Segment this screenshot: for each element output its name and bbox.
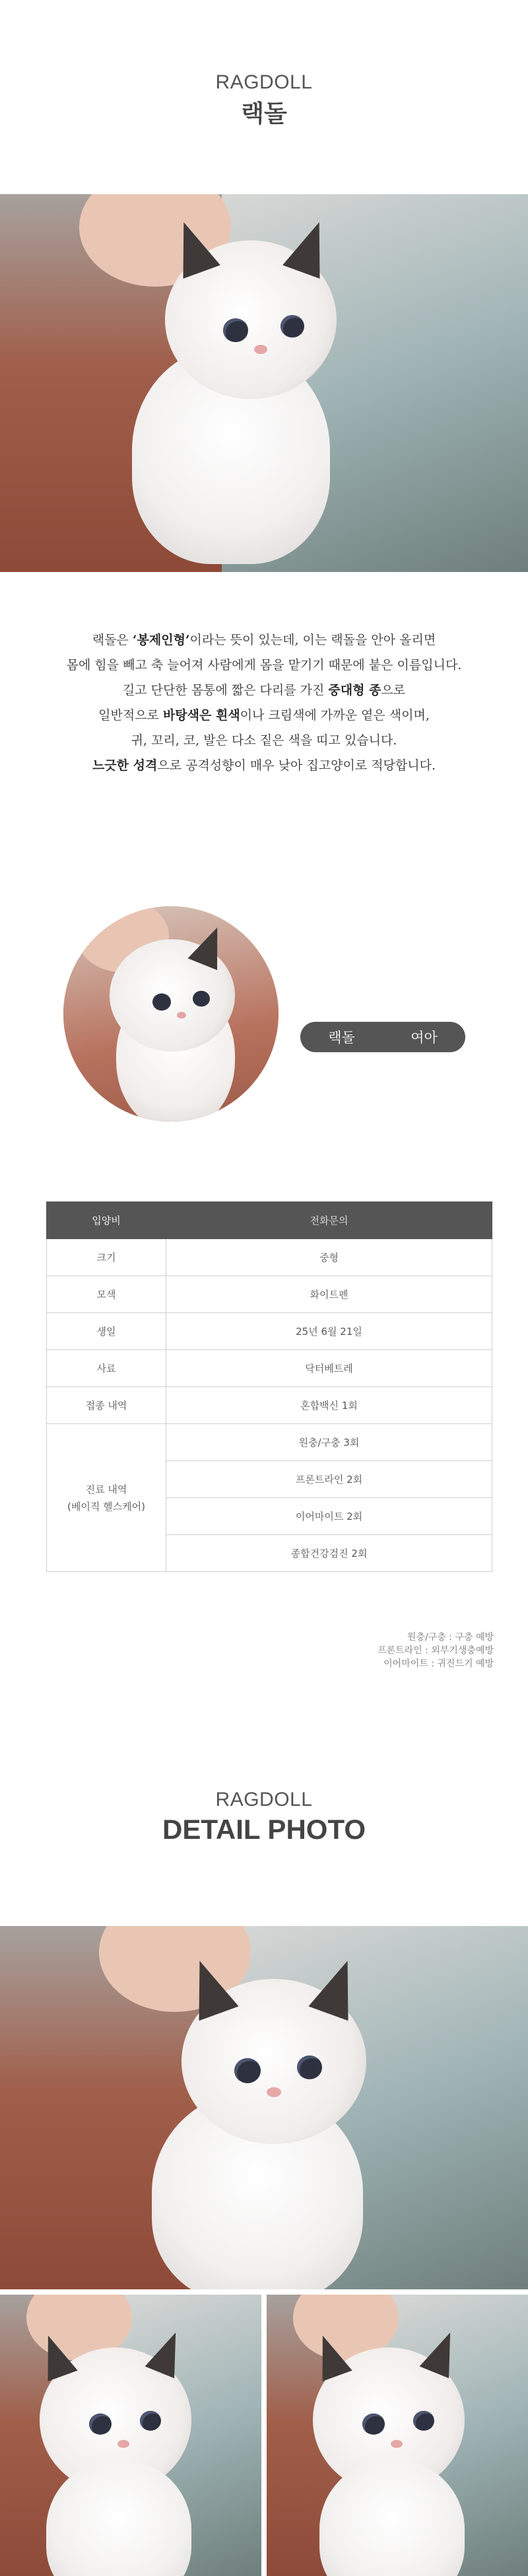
breed-description xyxy=(0,627,528,778)
description-emphasis: 바탕색은 흰색 xyxy=(162,708,240,723)
care-history-label xyxy=(47,1424,166,1572)
footnotes xyxy=(296,1631,494,1670)
table-header-label: 입양비 xyxy=(47,1202,166,1239)
detail-cat-photo-right xyxy=(267,2295,528,2576)
description-line: 랙돌은 ‘봉제인형’이라는 뜻이 있는데, 이는 랙돌을 안아 올리면 xyxy=(92,633,436,647)
care-history-title: 진료 내역 xyxy=(85,1483,127,1495)
table-header-value: 전화문의 xyxy=(166,1202,492,1239)
detail-cat-photo-large xyxy=(0,1926,528,2289)
description-line: 일반적으로 바탕색은 흰색이나 크림색에 가까운 옅은 색이며, xyxy=(98,708,430,723)
table-cell-value: 닥터베트레 xyxy=(166,1350,492,1387)
detail-brand-name: RAGDOLL xyxy=(215,1789,313,1810)
footnote: 이어마이트 : 귀진드기 예방 xyxy=(383,1659,494,1669)
table-cell-value: 중형 xyxy=(166,1239,492,1276)
table-row xyxy=(47,1387,492,1424)
sex-label: 여아 xyxy=(411,1030,438,1046)
table-cell-label: 모색 xyxy=(47,1276,166,1313)
profile-cat-photo xyxy=(63,906,279,1122)
table-cell-value: 프론트라인 2회 xyxy=(166,1461,492,1498)
footnote: 프론트라인 : 외부기생충예방 xyxy=(378,1645,494,1656)
table-cell-value: 화이트펜 xyxy=(166,1276,492,1313)
table-row xyxy=(47,1424,492,1461)
profile-pill xyxy=(300,1022,465,1052)
brand-name-korean: 랙돌 xyxy=(241,100,287,127)
table-cell-value: 혼합백신 1회 xyxy=(166,1387,492,1424)
table-row xyxy=(47,1276,492,1313)
brand-name-english: RAGDOLL xyxy=(215,71,313,93)
description-emphasis: 중대형 종 xyxy=(328,683,381,698)
table-cell-value: 종합건강검진 2회 xyxy=(166,1535,492,1572)
table-cell-label: 크기 xyxy=(47,1239,166,1276)
description-line: 귀, 꼬리, 코, 발은 다소 짙은 색을 띠고 있습니다. xyxy=(131,733,397,748)
detail-title: DETAIL PHOTO xyxy=(162,1814,366,1845)
table-cell-label: 생일 xyxy=(47,1313,166,1350)
detail-cat-photo-left xyxy=(0,2295,261,2576)
table-cell-value: 이어마이트 2회 xyxy=(166,1498,492,1535)
table-cell-label: 사료 xyxy=(47,1350,166,1387)
description-line: 길고 단단한 몸통에 짧은 다리를 가진 중대형 종으로 xyxy=(122,683,406,698)
footnote: 원충/구충 : 구충 예방 xyxy=(407,1632,494,1643)
description-emphasis: 느긋한 성격 xyxy=(92,758,158,773)
description-line: 느긋한 성격으로 공격성향이 매우 낮아 집고양이로 적당합니다. xyxy=(92,758,436,773)
care-history-subtitle: (베이직 헬스케어) xyxy=(67,1500,145,1513)
table-row xyxy=(47,1313,492,1350)
table-cell-value: 25년 6월 21일 xyxy=(166,1313,492,1350)
description-emphasis: ‘봉제인형’ xyxy=(132,633,190,647)
table-cell-value: 원충/구충 3회 xyxy=(166,1424,492,1461)
breed-label: 랙돌 xyxy=(328,1030,355,1046)
table-row xyxy=(47,1239,492,1276)
table-row xyxy=(47,1350,492,1387)
hero-cat-photo xyxy=(0,194,528,572)
table-header-row xyxy=(47,1202,492,1239)
description-line: 몸에 힘을 빼고 축 늘어져 사람에게 몸을 맡기기 때문에 붙은 이름입니다. xyxy=(66,658,462,672)
info-table xyxy=(46,1201,492,1572)
table-cell-label: 접종 내역 xyxy=(47,1387,166,1424)
